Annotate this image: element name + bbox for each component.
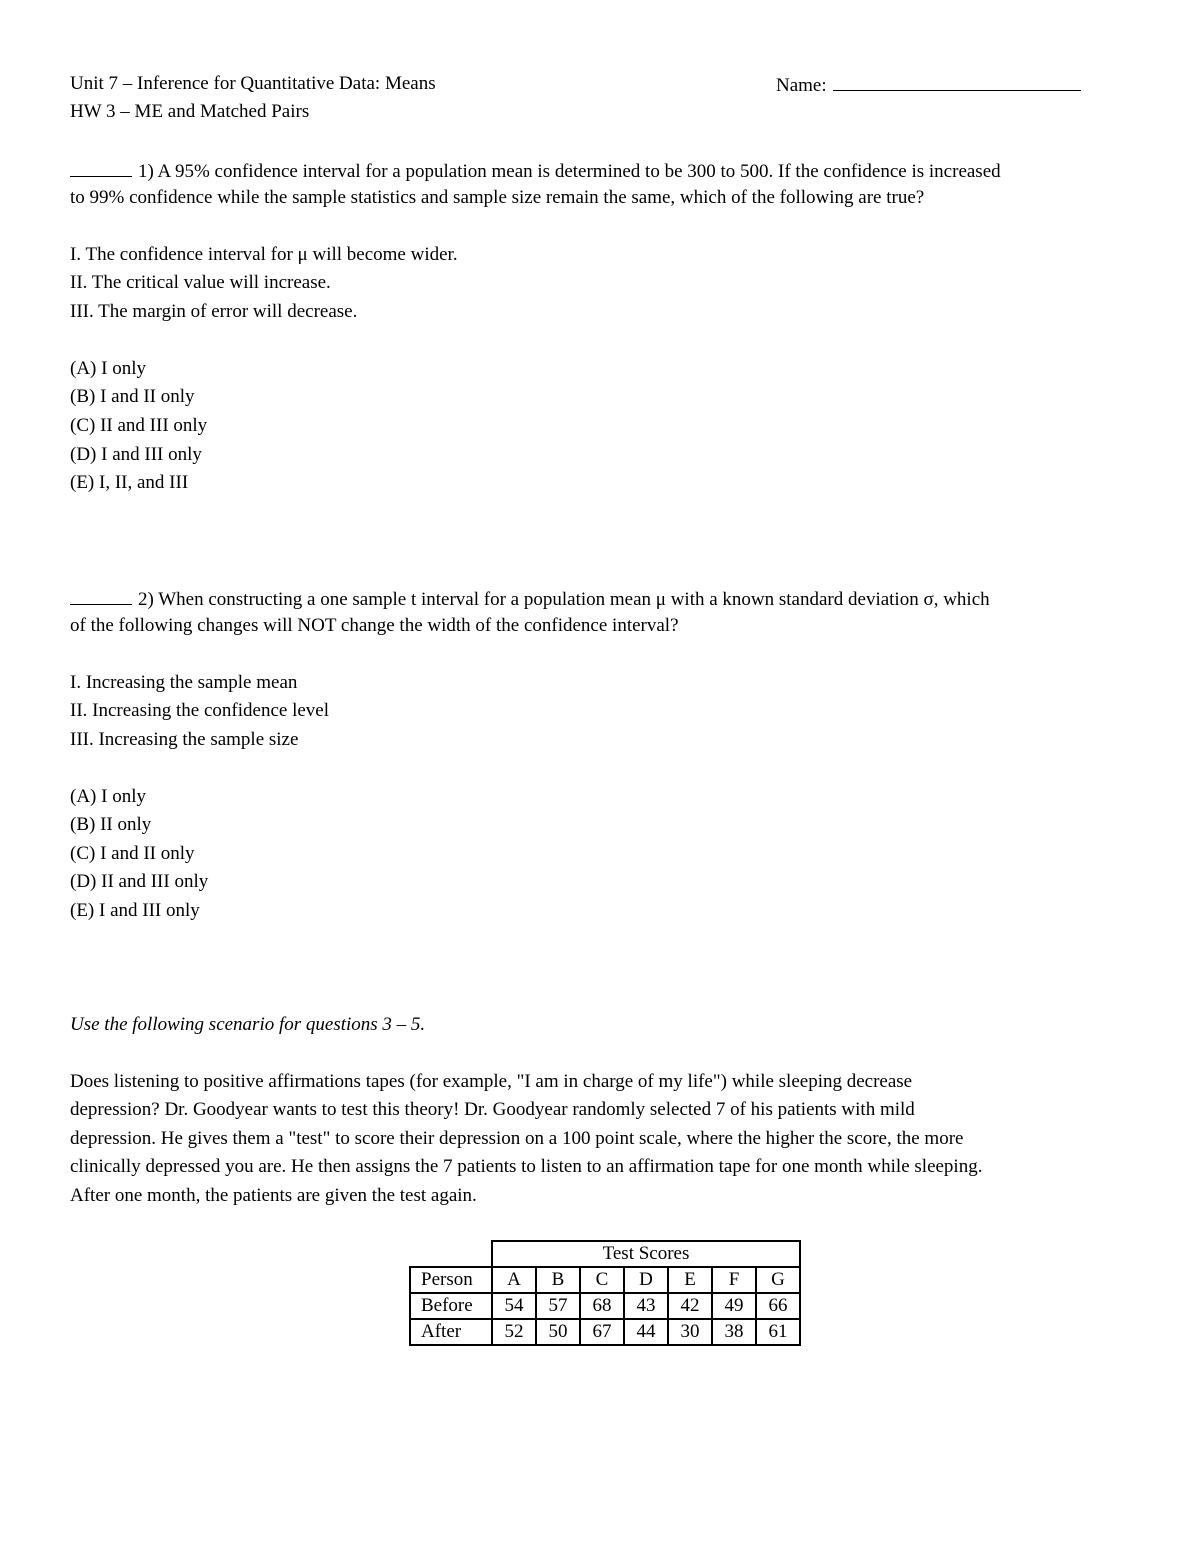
q2-prompt-line-1 (70, 586, 990, 612)
test-scores-table (409, 1240, 801, 1346)
row-label-after: After (410, 1319, 492, 1345)
q2-prompt-line-2: of the following changes will NOT change the width of the confidence interval? (70, 615, 679, 636)
scenario-intro: Use the following scenario for questions 3 – 5. (70, 1014, 426, 1035)
row-label-person: Person (410, 1267, 492, 1293)
scenario-text-line: Does listening to positive affirmations tapes (for example, "I am in charge of my life") while sleeping decrease (70, 1071, 913, 1092)
person-cell: D (624, 1267, 668, 1293)
after-cell: 44 (624, 1319, 668, 1345)
table-caption: Test Scores (492, 1241, 800, 1267)
after-cell: 50 (536, 1319, 580, 1345)
before-cell: 57 (536, 1293, 580, 1319)
q1-choice-d: (D) I and III only (70, 444, 202, 465)
q2-statement: I. Increasing the sample mean (70, 672, 298, 693)
name-label: Name: (776, 75, 827, 96)
scenario-text-line: After one month, the patients are given the test again. (70, 1185, 477, 1206)
q2-choice-d: (D) II and III only (70, 871, 209, 892)
q2-text-1: 2) When constructing a one sample t interval for a population mean μ with a known standard deviation σ, which (138, 589, 990, 610)
q2-answer-blank[interactable] (70, 586, 132, 605)
before-cell: 43 (624, 1293, 668, 1319)
q1-choice-e: (E) I, II, and III (70, 472, 189, 493)
q1-choice-a: (A) I only (70, 358, 146, 379)
q1-choice-b: (B) I and II only (70, 386, 195, 407)
table-caption-row (410, 1241, 800, 1267)
before-cell: 42 (668, 1293, 712, 1319)
hw-title: HW 3 – ME and Matched Pairs (70, 101, 310, 122)
person-cell: B (536, 1267, 580, 1293)
person-cell: A (492, 1267, 536, 1293)
person-cell: G (756, 1267, 800, 1293)
q1-prompt-line-1 (70, 158, 1001, 184)
after-cell: 67 (580, 1319, 624, 1345)
after-cell: 61 (756, 1319, 800, 1345)
q1-statement: I. The confidence interval for μ will become wider. (70, 244, 458, 265)
before-cell: 68 (580, 1293, 624, 1319)
q1-text-1: 1) A 95% confidence interval for a population mean is determined to be 300 to 500. If the confidence is increased (138, 161, 1001, 182)
q1-statement: II. The critical value will increase. (70, 272, 331, 293)
q1-statement: III. The margin of error will decrease. (70, 301, 358, 322)
q2-choice-a: (A) I only (70, 786, 146, 807)
q2-statement: III. Increasing the sample size (70, 729, 299, 750)
scenario-text-line: depression. He gives them a "test" to score their depression on a 100 point scale, where the higher the score, the more (70, 1128, 964, 1149)
q1-choice-c: (C) II and III only (70, 415, 208, 436)
q2-choice-b: (B) II only (70, 814, 152, 835)
unit-title: Unit 7 – Inference for Quantitative Data: Means (70, 73, 436, 94)
after-cell: 38 (712, 1319, 756, 1345)
table-row-before (410, 1293, 800, 1319)
person-cell: E (668, 1267, 712, 1293)
q2-choice-e: (E) I and III only (70, 900, 200, 921)
q1-answer-blank[interactable] (70, 158, 132, 177)
person-cell: C (580, 1267, 624, 1293)
after-cell: 30 (668, 1319, 712, 1345)
before-cell: 54 (492, 1293, 536, 1319)
q2-choice-c: (C) I and II only (70, 843, 195, 864)
row-label-before: Before (410, 1293, 492, 1319)
name-blank-line[interactable] (833, 72, 1081, 91)
table-row-person (410, 1267, 800, 1293)
q1-prompt-line-2: to 99% confidence while the sample statistics and sample size remain the same, which of the following are true? (70, 187, 925, 208)
before-cell: 49 (712, 1293, 756, 1319)
person-cell: F (712, 1267, 756, 1293)
table-corner-cell (410, 1241, 492, 1267)
scenario-text-line: clinically depressed you are. He then assigns the 7 patients to listen to an affirmation tape for one month while sleeping. (70, 1156, 983, 1177)
before-cell: 66 (756, 1293, 800, 1319)
q2-statement: II. Increasing the confidence level (70, 700, 330, 721)
after-cell: 52 (492, 1319, 536, 1345)
table-row-after (410, 1319, 800, 1345)
scenario-text-line: depression? Dr. Goodyear wants to test this theory! Dr. Goodyear randomly selected 7 of his patients with mild (70, 1099, 915, 1120)
name-field[interactable] (776, 72, 1081, 98)
